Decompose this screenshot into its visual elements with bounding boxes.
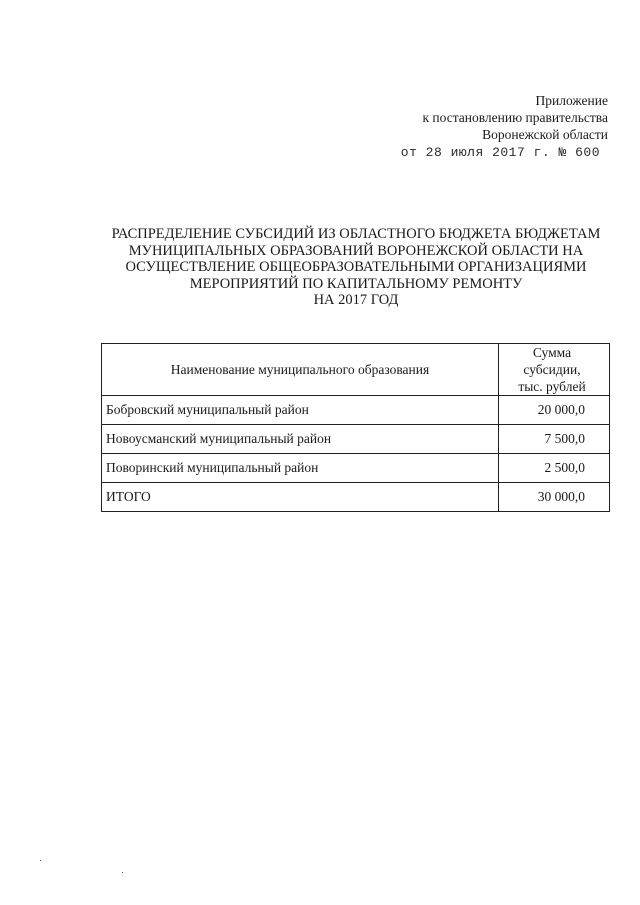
row-name: Новоусманский муниципальный район: [102, 425, 499, 454]
subsidy-table: [101, 343, 610, 512]
scan-speck: [122, 872, 123, 873]
row-name: Поворинский муниципальный район: [102, 454, 499, 483]
total-sum: 30 000,0: [499, 483, 610, 512]
appendix-region: Воронежской области: [482, 127, 608, 142]
header-sum-line-2: тыс. рублей: [518, 379, 586, 394]
table-row: [102, 454, 610, 483]
table-row: [102, 396, 610, 425]
document-title: [96, 226, 616, 309]
date-number-stamp: от 28 июля 2017 г. № 600: [400, 145, 600, 160]
total-row: [102, 483, 610, 512]
row-sum: 20 000,0: [499, 396, 610, 425]
row-sum: 2 500,0: [499, 454, 610, 483]
appendix-resolution-ref: к постановлению правительства: [422, 110, 608, 125]
header-sum-line-1: Сумма субсидии,: [523, 345, 581, 377]
appendix-label: Приложение: [535, 93, 608, 108]
table-row: [102, 425, 610, 454]
title-line-5: НА 2017 ГОД: [313, 292, 399, 309]
header-sum: [499, 344, 610, 396]
title-line-4: МЕРОПРИЯТИЙ ПО КАПИТАЛЬНОМУ РЕМОНТУ: [189, 275, 523, 292]
table-header-row: [102, 344, 610, 396]
row-name: Бобровский муниципальный район: [102, 396, 499, 425]
title-line-3: ОСУЩЕСТВЛЕНИЕ ОБЩЕОБРАЗОВАТЕЛЬНЫМИ ОРГАНИЗАЦИЯМИ: [125, 259, 587, 276]
total-label: ИТОГО: [102, 483, 499, 512]
header-name: Наименование муниципального образования: [102, 344, 499, 396]
title-line-1: РАСПРЕДЕЛЕНИЕ СУБСИДИЙ ИЗ ОБЛАСТНОГО БЮДЖЕТА БЮДЖЕТАМ: [111, 226, 601, 242]
scan-speck: [40, 860, 41, 861]
appendix-block: [401, 92, 608, 161]
row-sum: 7 500,0: [499, 425, 610, 454]
title-line-2: МУНИЦИПАЛЬНЫХ ОБРАЗОВАНИЙ ВОРОНЕЖСКОЙ ОБЛАСТИ НА: [128, 242, 584, 259]
